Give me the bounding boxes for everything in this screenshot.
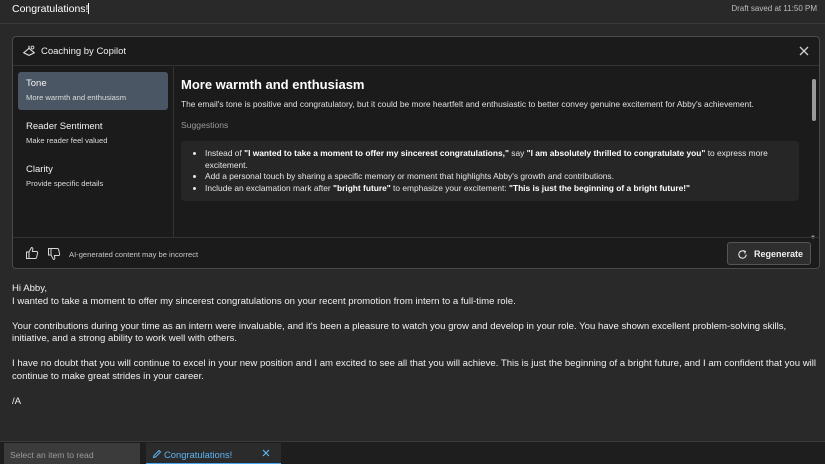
pencil-icon [152,449,162,459]
email-paragraph: I have no doubt that you will continue to excel in your new position and I am excited to see all that you will achieve. This is just the beginning of a bright future, and I am confident that you will continue to make great strides in your career. [12,358,817,382]
subject-input[interactable]: Congratulations! [12,3,89,15]
nav-item-subtitle: Provide specific details [26,179,104,188]
read-placeholder: Select an item to read [10,450,94,460]
panel-footer [13,237,819,269]
panel-divider [173,67,174,237]
panel-header [13,37,819,66]
refresh-icon [737,249,748,260]
thumbs-up-icon[interactable] [25,246,39,260]
thumbs-down-icon[interactable] [47,247,61,261]
scroll-thumb[interactable] [812,79,816,121]
nav-item-subtitle: Make reader feel valued [26,136,108,145]
regenerate-button[interactable] [727,242,811,265]
nav-item-tone[interactable] [18,72,168,110]
coaching-content [181,77,806,237]
copilot-icon [22,44,36,58]
nav-item-subtitle: More warmth and enthusiasm [26,93,127,102]
email-line: I wanted to take a moment to offer my sincerest congratulations on your recent promotion from intern to a full-time role. [12,295,516,307]
content-description: The email's tone is positive and congratulatory, but it could be more heartfelt and enthusiastic to better convey genuine excitement for Abby's achievement. [181,99,754,109]
panel-title: Coaching by Copilot [41,46,127,57]
suggestions-box [181,141,799,201]
coaching-nav [18,72,168,201]
close-icon[interactable] [797,44,811,58]
regenerate-label: Regenerate [754,249,804,259]
content-scrollbar[interactable] [810,77,816,241]
ai-disclaimer: AI-generated content may be incorrect [69,250,199,259]
nav-item-title: Clarity [26,164,53,175]
suggestion-item: • Instead of "I wanted to take a moment to offer my sincerest congratulations," say "I am absolutely thrilled to congratulate you" to express more excitement. [205,148,791,171]
close-icon[interactable] [261,448,271,458]
bottom-tab-bar [0,441,825,464]
email-signature: /A [12,395,22,407]
suggestions-label: Suggestions [181,120,229,130]
text-caret [88,3,89,14]
reading-pane-tab[interactable] [4,443,140,464]
email-body-editor[interactable] [12,283,820,408]
scroll-down-arrow-icon[interactable]: ▼ [810,235,816,241]
subject-bar [0,0,825,24]
nav-item-reader-sentiment[interactable] [18,115,168,153]
suggestion-item: • Add a personal touch by sharing a specific memory or moment that highlights Abby's growth and contributions. [205,171,791,183]
email-paragraph: Your contributions during your time as an intern were invaluable, and it's been a pleasure to watch you grow and develop in your role. You have shown excellent problem-solving skills, initiative, and a strong ability to work well with others. [12,320,787,344]
nav-item-clarity[interactable] [18,158,168,196]
nav-item-title: Reader Sentiment [26,121,103,132]
nav-item-title: Tone [26,78,47,89]
content-title: More warmth and enthusiasm [181,77,365,92]
copilot-coaching-panel [12,36,820,269]
draft-saved-status: Draft saved at 11:50 PM [731,4,817,13]
compose-tab-label: Congratulations! [164,449,233,460]
email-greeting: Hi Abby, [12,283,48,294]
suggestion-item: • Include an exclamation mark after "bright future" to emphasize your excitement: "This is just the beginning of a bright future!" [205,183,791,195]
compose-tab[interactable] [146,443,281,464]
